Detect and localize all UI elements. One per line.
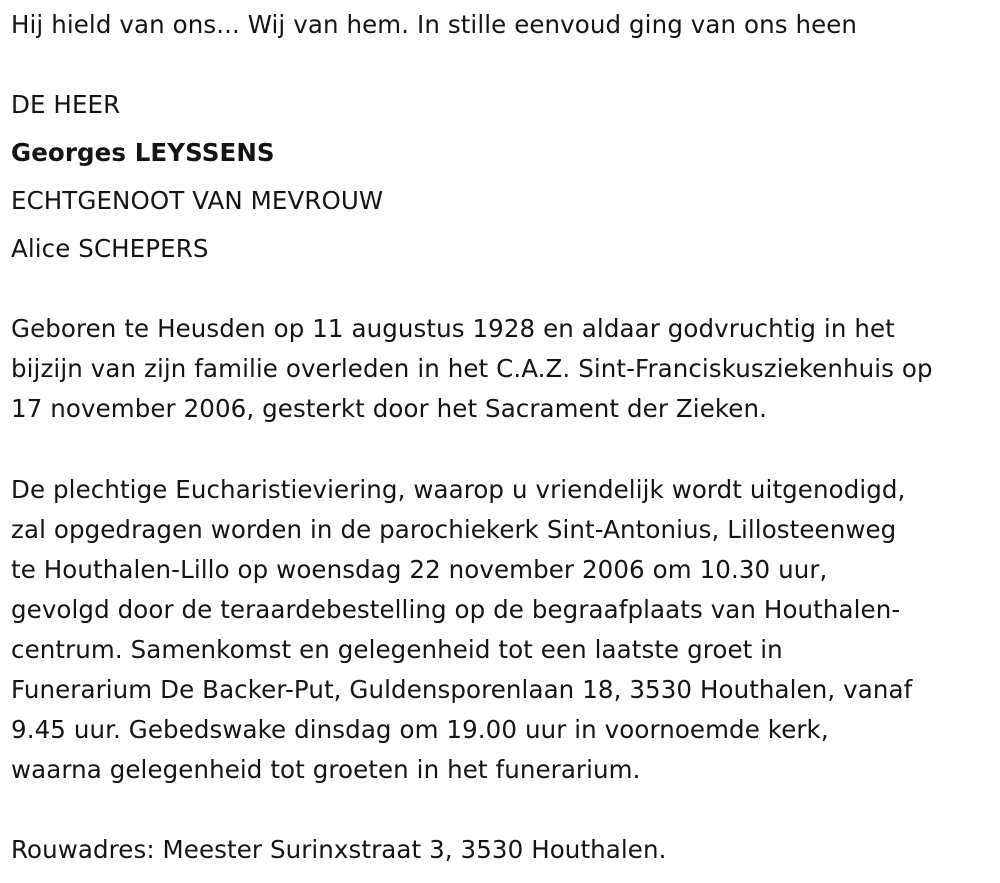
birth-paragraph-line: Geboren te Heusden op 11 augustus 1928 en aldaar godvruchtig in het [11,314,895,343]
service-paragraph-line: centrum. Samenkomst en gelegenheid tot een laatste groet in [11,635,783,664]
service-paragraph-line: Funerarium De Backer-Put, Guldensporenlaan 18, 3530 Houthalen, vanaf [11,675,913,704]
spouse-label: ECHTGENOOT VAN MEVROUW [11,186,384,215]
service-paragraph-line: waarna gelegenheid tot groeten in het funerarium. [11,755,641,784]
birth-paragraph-line: bijzijn van zijn familie overleden in het C.A.Z. Sint-Franciskusziekenhuis op [11,354,933,383]
service-paragraph-line: 9.45 uur. Gebedswake dinsdag om 19.00 uur in voornoemde kerk, [11,715,829,744]
birth-paragraph-line: 17 november 2006, gesterkt door het Sacrament der Zieken. [11,394,767,423]
spouse-name: Alice SCHEPERS [11,234,209,263]
intro-text: Hij hield van ons... Wij van hem. In stille eenvoud ging van ons heen [11,10,858,39]
mourning-address: Rouwadres: Meester Surinxstraat 3, 3530 Houthalen. [11,835,667,864]
service-paragraph-line: zal opgedragen worden in de parochiekerk Sint-Antonius, Lillosteenweg [11,515,897,544]
service-paragraph-line: gevolgd door de teraardebestelling op de begraafplaats van Houthalen- [11,595,901,624]
service-paragraph-line: te Houthalen-Lillo op woensdag 22 november 2006 om 10.30 uur, [11,555,828,584]
honorific-title: DE HEER [11,90,121,119]
deceased-name: Georges LEYSSENS [11,138,275,167]
service-paragraph-line: De plechtige Eucharistieviering, waarop u vriendelijk wordt uitgenodigd, [11,475,906,504]
